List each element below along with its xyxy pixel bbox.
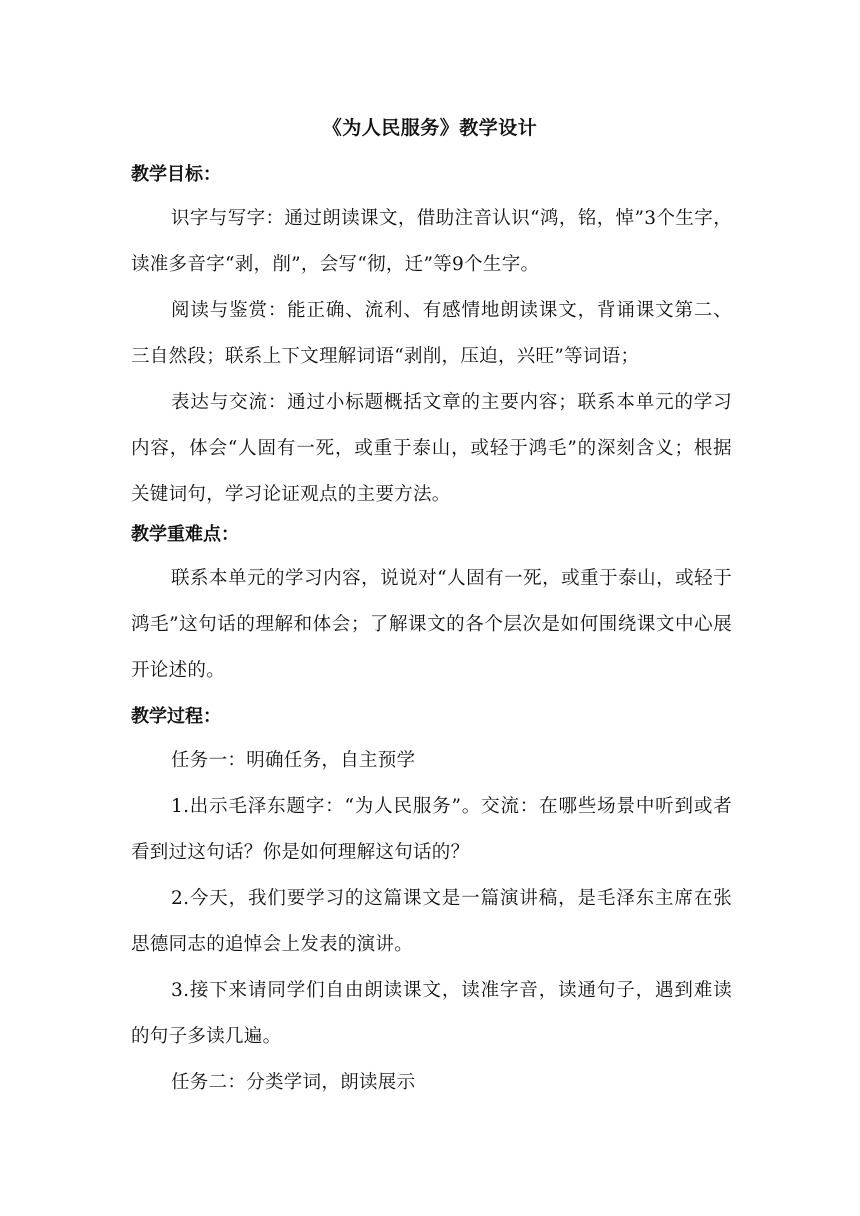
objective-paragraph-1: 识字与写字：通过朗读课文，借助注音认识“鸿，铭，悼”3个生字，读准多音字“剥，削”，会写“彻，迁”等9个生字。: [131, 208, 732, 275]
process-step-3: 3.接下来请同学们自由朗读课文，读准字音，读通句子，遇到难读的句子多读几遍。: [131, 980, 732, 1047]
difficulties-heading: 教学重难点：: [131, 524, 239, 545]
process-heading: 教学过程：: [131, 706, 221, 727]
objective-paragraph-2: 阅读与鉴赏：能正确、流利、有感情地朗读课文，背诵课文第二、三自然段；联系上下文理解词语“剥削，压迫，兴旺”等词语；: [131, 300, 732, 367]
difficulty-paragraph-1: 联系本单元的学习内容，说说对“人固有一死，或重于泰山，或轻于鸿毛”这句话的理解和体会；了解课文的各个层次是如何围绕课文中心展开论述的。: [131, 568, 732, 681]
objective-paragraph-3: 表达与交流：通过小标题概括文章的主要内容；联系本单元的学习内容，体会“人固有一死，或重于泰山，或轻于鸿毛”的深刻含义；根据关键词句，学习论证观点的主要方法。: [131, 392, 732, 505]
process-step-2: 2.今天，我们要学习的这篇课文是一篇演讲稿，是毛泽东主席在张思德同志的追悼会上发表的演讲。: [131, 888, 732, 955]
process-task-2: 任务二：分类学词，朗读展示: [171, 1072, 416, 1093]
process-step-1: 1.出示毛泽东题字：“为人民服务”。交流：在哪些场景中听到或者看到过这句话？你是如何理解这句话的？: [131, 796, 732, 863]
process-task-1: 任务一：明确任务，自主预学: [171, 750, 416, 771]
objectives-heading: 教学目标：: [131, 164, 221, 185]
document-title: 《为人民服务》教学设计: [322, 117, 538, 139]
